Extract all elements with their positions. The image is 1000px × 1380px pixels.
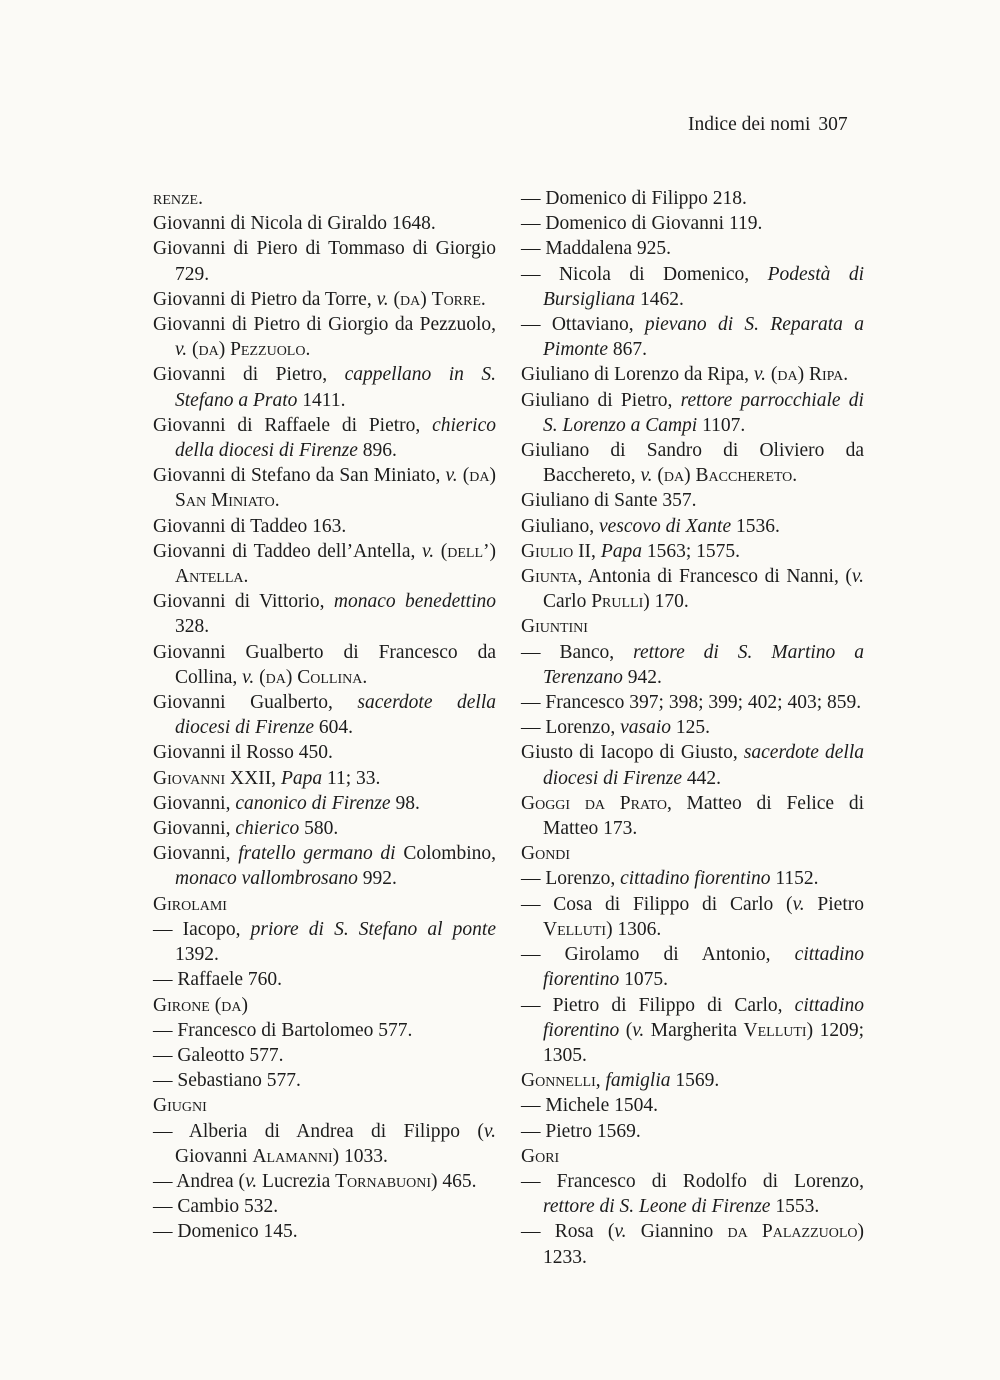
index-entry: Giuliano di Lorenzo da Ripa, v. (da) Ripa. xyxy=(521,364,849,386)
index-entry: — Girolamo di Antonio, cittadino fiorentino 1075. xyxy=(521,944,864,991)
index-entry: Giovanni di Raffaele di Pietro, chierico della diocesi di Firenze 896. xyxy=(153,414,496,462)
index-entry: Giovanni di Vittorio, monaco benedettino 328. xyxy=(153,591,496,638)
index-entry: Gondi xyxy=(521,843,571,865)
index-entry: Giovanni Gualberto, sacerdote della diocesi di Firenze 604. xyxy=(153,692,496,739)
index-entry: — Pietro di Filippo di Carlo, cittadino fiorentino (v. Margherita Velluti) 1209; 1305. xyxy=(521,994,864,1066)
index-entry: Giovanni di Taddeo 163. xyxy=(153,515,347,537)
index-entry: Giovanni, chierico 580. xyxy=(153,818,339,840)
index-entry: Giuliano, vescovo di Xante 1536. xyxy=(521,515,780,537)
index-entry: — Maddalena 925. xyxy=(521,238,672,260)
index-entry: — Banco, rettore di S. Martino a Terenzano 942. xyxy=(521,641,864,688)
index-entry: Giugni xyxy=(153,1095,207,1117)
index-entry: Giovanni XXII, Papa 11; 33. xyxy=(153,767,381,789)
index-entry: — Cambio 532. xyxy=(153,1196,279,1218)
index-entry: Giunta, Antonia di Francesco di Nanni, (v. Carlo Prulli) 170. xyxy=(521,566,864,613)
index-entry: renze. xyxy=(153,188,203,209)
index-entry: Gori xyxy=(521,1145,560,1167)
index-entry: Giovanni di Piero di Tommaso di Giorgio 729. xyxy=(153,238,496,285)
index-entry: Giovanni di Pietro, cappellano in S. Stefano a Prato 1411. xyxy=(153,364,496,411)
index-entry: — Domenico 145. xyxy=(153,1221,298,1243)
index-entry: Girolami xyxy=(153,893,227,915)
index-entry: — Rosa (v. Giannino da Palazzuolo) 1233. xyxy=(521,1221,865,1268)
index-entry: Giusto di Iacopo di Giusto, sacerdote della diocesi di Firenze 442. xyxy=(521,742,864,789)
index-entry: Giovanni di Taddeo dell’Antella, v. (dell’) Antella. xyxy=(153,540,496,588)
index-entry: — Raffaele 760. xyxy=(153,969,283,991)
index-entry: Giuliano di Sante 357. xyxy=(521,490,697,512)
index-entry: Giovanni il Rosso 450. xyxy=(153,742,333,764)
index-entry: — Cosa di Filippo di Carlo (v. Pietro Velluti) 1306. xyxy=(521,893,864,940)
index-entry: Gonnelli, famiglia 1569. xyxy=(521,1070,720,1092)
index-entry: Giovanni di Stefano da San Miniato, v. (da) San Miniato. xyxy=(153,465,496,512)
page-number: 307 xyxy=(818,114,848,135)
index-entry: — Andrea (v. Lucrezia Tornabuoni) 465. xyxy=(153,1170,477,1192)
index-entry: Giulio II, Papa 1563; 1575. xyxy=(521,540,741,562)
index-entry: — Galeotto 577. xyxy=(153,1044,284,1066)
index-entry: — Ottaviano, pievano di S. Reparata a Pimonte 867. xyxy=(521,314,864,361)
index-entry: — Sebastiano 577. xyxy=(153,1070,301,1092)
index-entry: — Iacopo, priore di S. Stefano al ponte 1392. xyxy=(153,918,496,966)
index-entry: Giovanni, fratello germano di Colombino, monaco vallombrosano 992. xyxy=(153,843,496,890)
index-entry: Giovanni, canonico di Firenze 98. xyxy=(153,792,420,814)
index-entry: Girone (da) xyxy=(153,994,248,1016)
index-entry: Giovanni di Pietro da Torre, v. (da) Torre. xyxy=(153,288,486,310)
index-entry: — Lorenzo, cittadino fiorentino 1152. xyxy=(521,868,819,890)
index-entry: — Domenico di Giovanni 119. xyxy=(521,213,763,235)
index-entry: — Pietro 1569. xyxy=(521,1120,641,1142)
index-entry: Giuliano di Sandro di Oliviero da Bacchereto, v. (da) Bacchereto. xyxy=(521,440,864,487)
index-entry: — Michele 1504. xyxy=(521,1095,659,1117)
index-entry: Giovanni Gualberto di Francesco da Collina, v. (da) Collina. xyxy=(153,641,496,688)
index-entry: — Francesco 397; 398; 399; 402; 403; 859. xyxy=(521,692,862,714)
index-entry: — Domenico di Filippo 218. xyxy=(521,188,747,209)
index-entry: — Francesco di Rodolfo di Lorenzo, rettore di S. Leone di Firenze 1553. xyxy=(521,1170,864,1218)
index-entry: Giovanni di Nicola di Giraldo 1648. xyxy=(153,213,436,235)
index-entry: — Nicola di Domenico, Podestà di Bursigliana 1462. xyxy=(521,263,865,310)
index-entry: — Francesco di Bartolomeo 577. xyxy=(153,1019,413,1041)
index-entry: Giuliano di Pietro, rettore parrocchiale di S. Lorenzo a Campi 1107. xyxy=(521,389,864,436)
index-column-left xyxy=(153,186,496,1245)
index-entry: Giuntini xyxy=(521,616,588,638)
header-title: Indice dei nomi xyxy=(688,114,811,135)
index-entry: — Alberia di Andrea di Filippo (v. Giovanni Alamanni) 1033. xyxy=(153,1120,496,1167)
index-entry: Goggi da Prato, Matteo di Felice di Matteo 173. xyxy=(521,792,864,840)
running-header xyxy=(688,114,863,136)
index-column-right xyxy=(521,186,864,1270)
index-entry: — Lorenzo, vasaio 125. xyxy=(521,717,711,739)
index-entry: Giovanni di Pietro di Giorgio da Pezzuolo, v. (da) Pezzuolo. xyxy=(153,314,496,361)
